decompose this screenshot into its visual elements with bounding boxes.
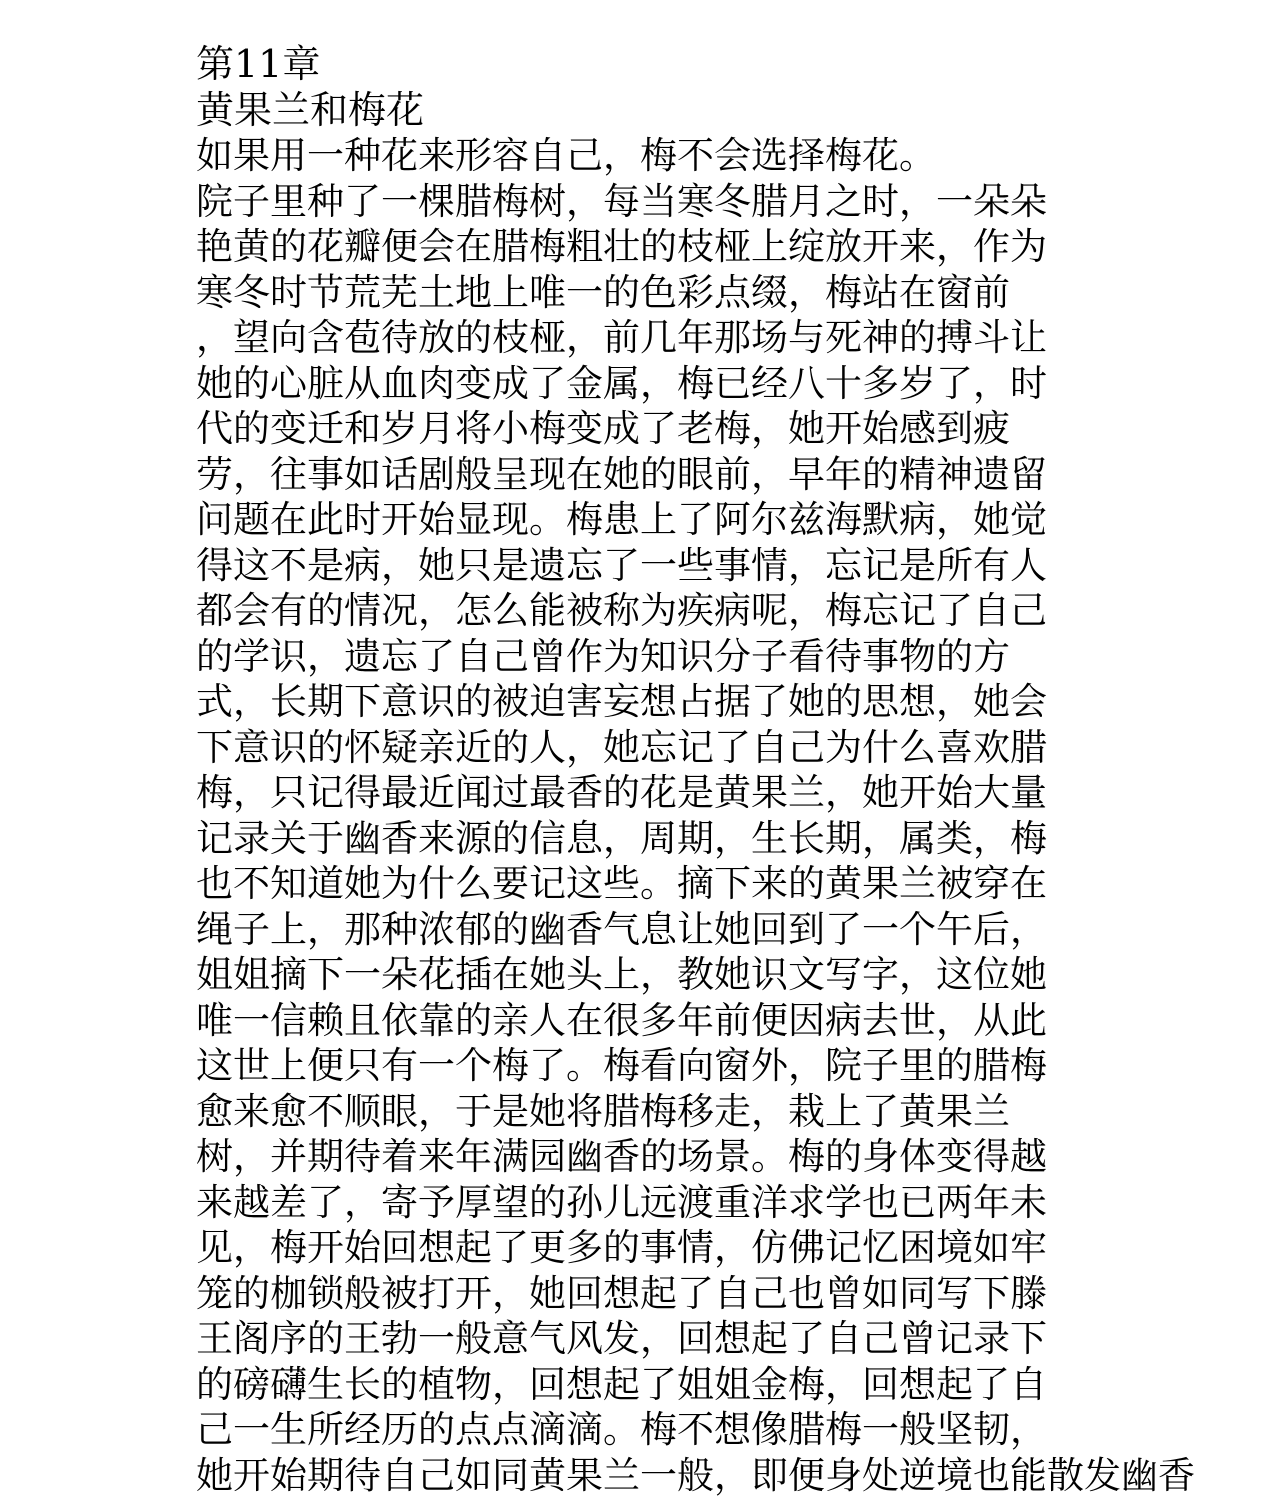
text-line: 问题在此时开始显现。梅患上了阿尔兹海默病，她觉 [196, 497, 1096, 543]
text-line: 如果用一种花来形容自己，梅不会选择梅花。 [196, 133, 1096, 179]
text-line: 树，并期待着来年满园幽香的场景。梅的身体变得越 [196, 1134, 1096, 1180]
text-line: 姐姐摘下一朵花插在她头上，教她识文写字，这位她 [196, 952, 1096, 998]
text-line: 寒冬时节荒芜土地上唯一的色彩点缀，梅站在窗前 [196, 270, 1096, 316]
text-line: 己一生所经历的点点滴滴。梅不想像腊梅一般坚韧， [196, 1407, 1096, 1453]
text-line: 代的变迁和岁月将小梅变成了老梅，她开始感到疲 [196, 406, 1096, 452]
text-line: 这世上便只有一个梅了。梅看向窗外，院子里的腊梅 [196, 1043, 1096, 1089]
text-line: 绳子上，那种浓郁的幽香气息让她回到了一个午后， [196, 907, 1096, 953]
text-line: 来越差了，寄予厚望的孙儿远渡重洋求学也已两年未 [196, 1180, 1096, 1226]
chapter-number: 第11章 [196, 41, 1096, 87]
text-line: 得这不是病，她只是遗忘了一些事情，忘记是所有人 [196, 543, 1096, 589]
chapter-title: 黄果兰和梅花 [196, 87, 1096, 133]
text-line: 院子里种了一棵腊梅树，每当寒冬腊月之时，一朵朵 [196, 179, 1096, 225]
text-line: ，望向含苞待放的枝桠，前几年那场与死神的搏斗让 [196, 315, 1096, 361]
text-line: 见，梅开始回想起了更多的事情，仿佛记忆困境如牢 [196, 1225, 1096, 1271]
text-line: 艳黄的花瓣便会在腊梅粗壮的枝桠上绽放开来，作为 [196, 224, 1096, 270]
text-line: 她的心脏从血肉变成了金属，梅已经八十多岁了，时 [196, 361, 1096, 407]
text-line: 式，长期下意识的被迫害妄想占据了她的思想，她会 [196, 679, 1096, 725]
text-line: 的磅礴生长的植物，回想起了姐姐金梅，回想起了自 [196, 1362, 1096, 1408]
text-line: 记录关于幽香来源的信息，周期，生长期，属类，梅 [196, 816, 1096, 862]
text-line: 也不知道她为什么要记这些。摘下来的黄果兰被穿在 [196, 861, 1096, 907]
text-line: 的学识，遗忘了自己曾作为知识分子看待事物的方 [196, 634, 1096, 680]
text-line: 唯一信赖且依靠的亲人在很多年前便因病去世，从此 [196, 998, 1096, 1044]
text-line: 梅，只记得最近闻过最香的花是黄果兰，她开始大量 [196, 770, 1096, 816]
text-line: 劳，往事如话剧般呈现在她的眼前，早年的精神遗留 [196, 452, 1096, 498]
document-page [196, 41, 1096, 1498]
text-line: 都会有的情况，怎么能被称为疾病呢，梅忘记了自己 [196, 588, 1096, 634]
text-line: 愈来愈不顺眼，于是她将腊梅移走，栽上了黄果兰 [196, 1089, 1096, 1135]
body-text [196, 133, 1096, 1498]
text-line: 她开始期待自己如同黄果兰一般，即便身处逆境也能散发幽香 [196, 1453, 1096, 1498]
text-line: 王阁序的王勃一般意气风发，回想起了自己曾记录下 [196, 1316, 1096, 1362]
text-line: 笼的枷锁般被打开，她回想起了自己也曾如同写下滕 [196, 1271, 1096, 1317]
text-line: 下意识的怀疑亲近的人，她忘记了自己为什么喜欢腊 [196, 725, 1096, 771]
